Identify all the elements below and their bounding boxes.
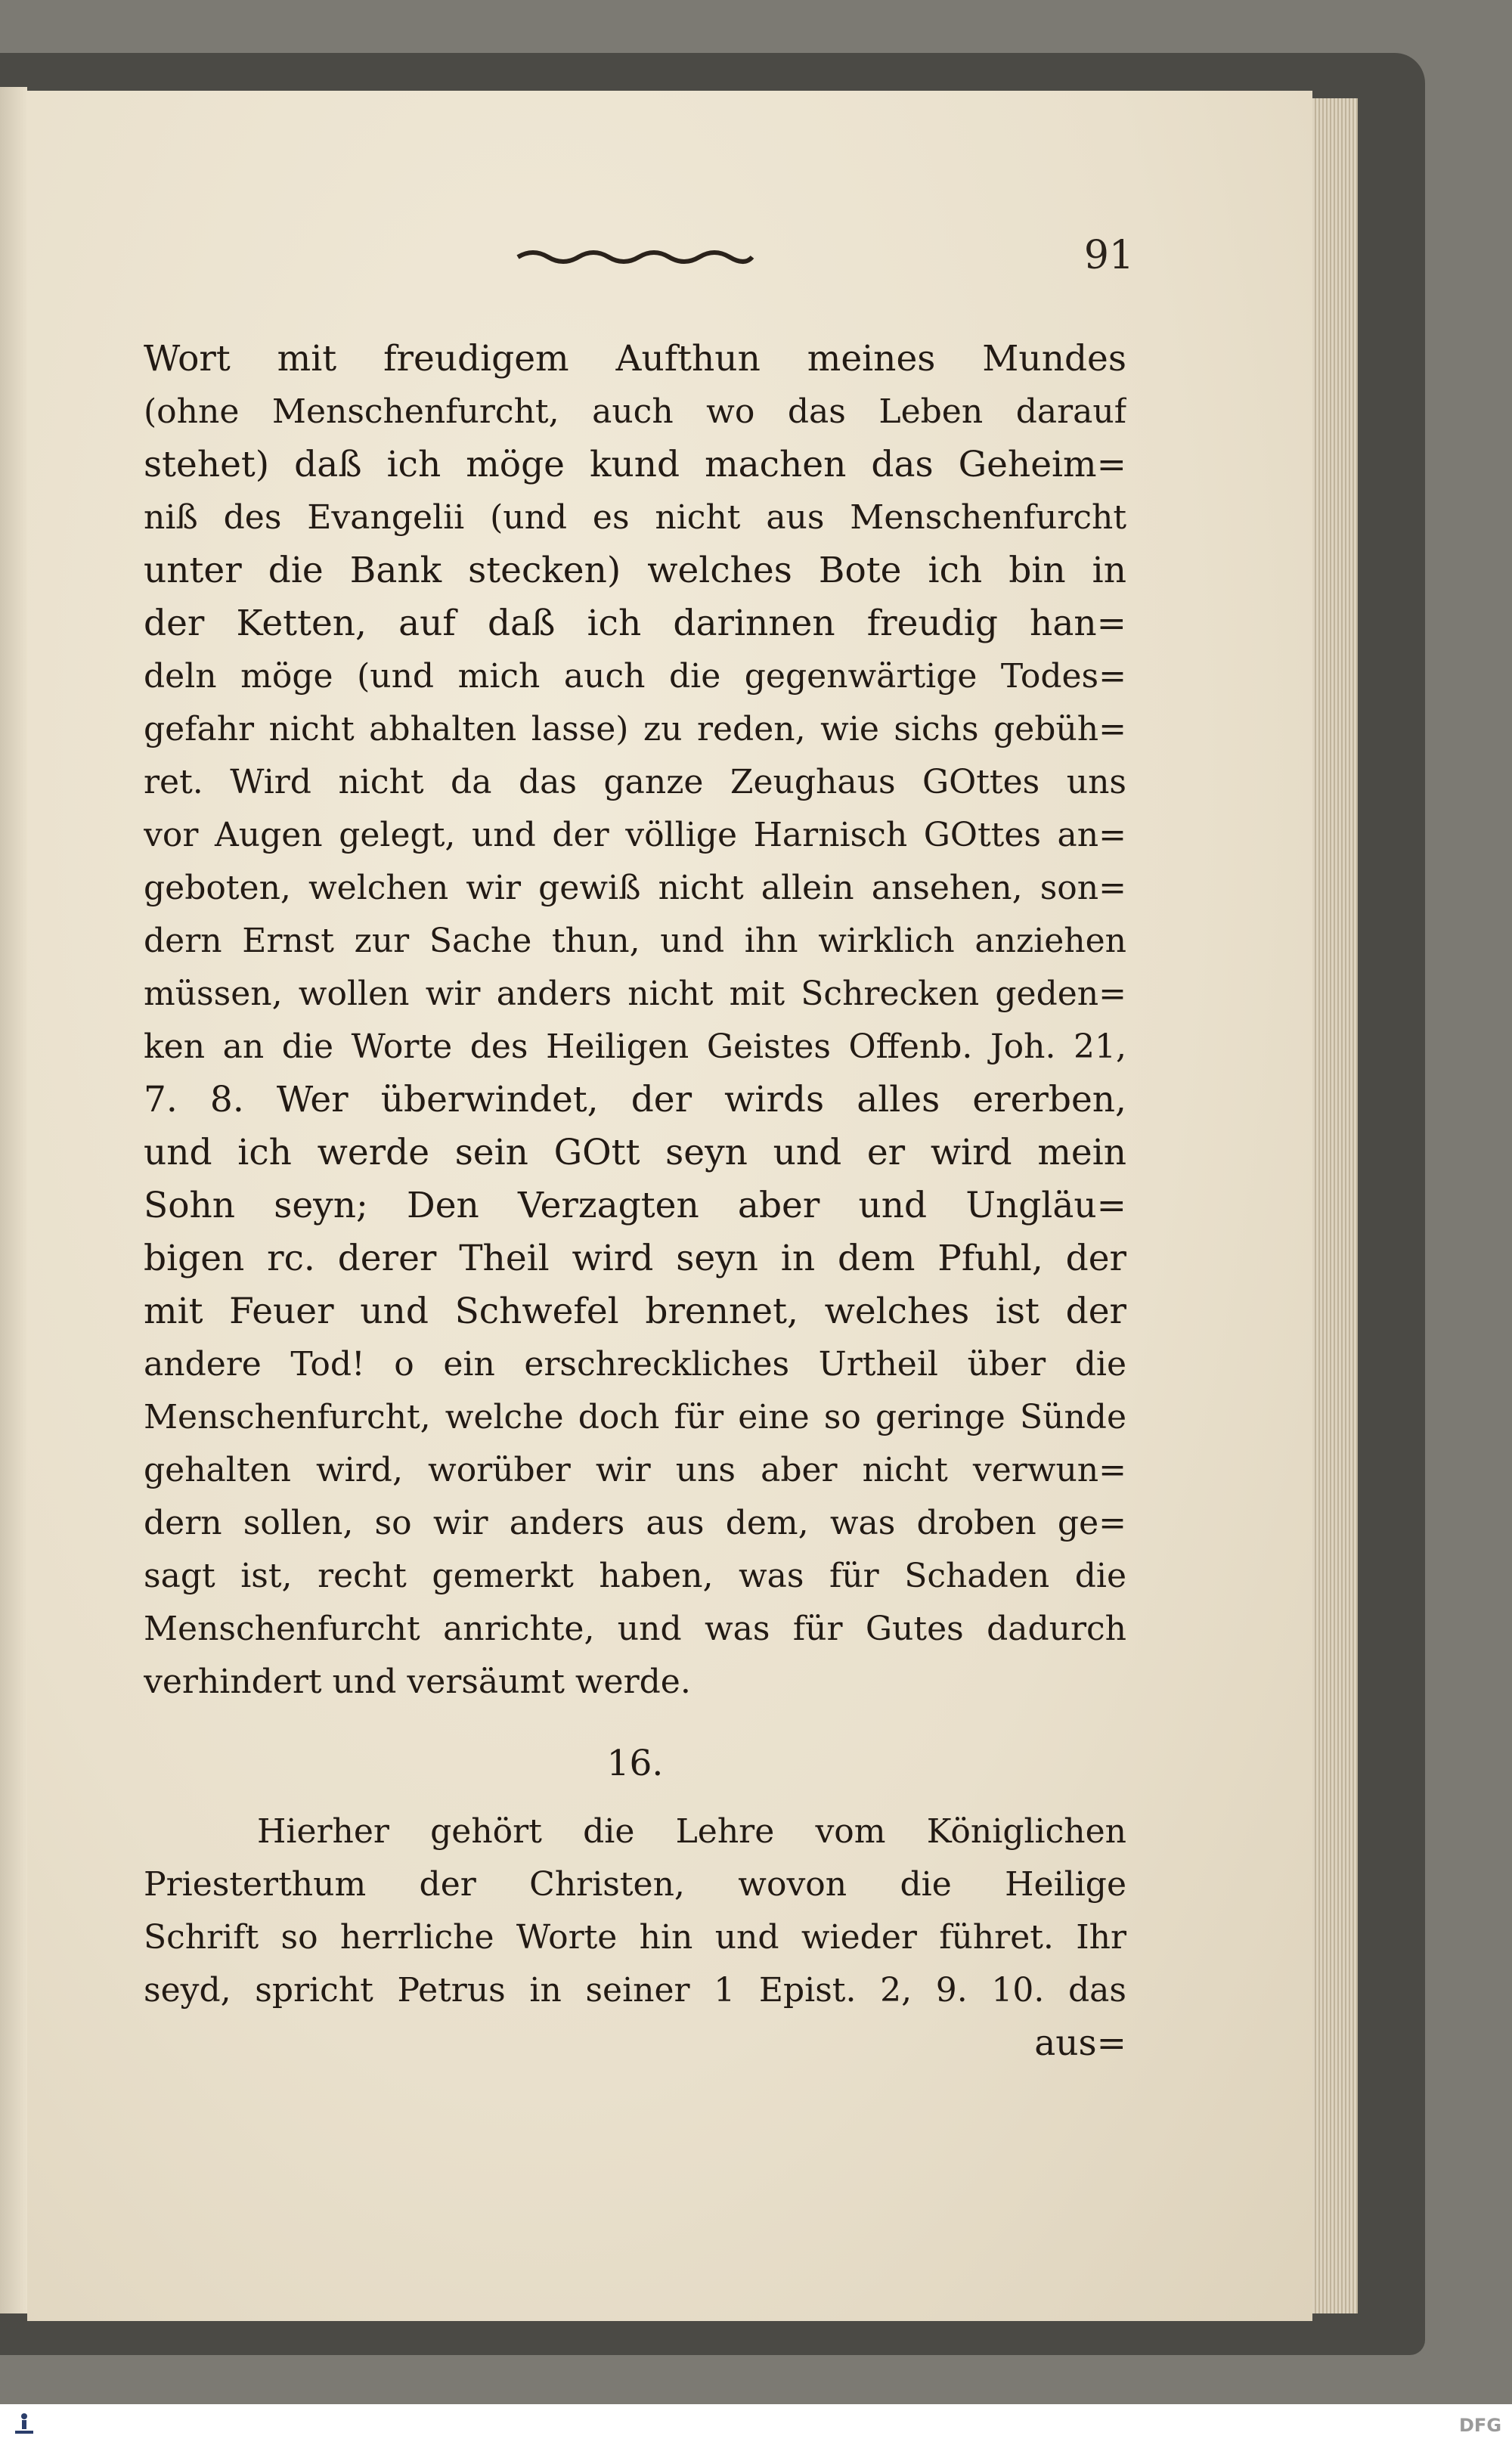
text-line: geboten, welchen wir gewiß nicht allein ansehen, son= <box>144 869 1126 907</box>
library-logo-icon <box>8 2410 41 2437</box>
text-line: gefahr nicht abhalten lasse) zu reden, wie sichs gebüh= <box>144 710 1126 748</box>
text-line: unter die Bank stecken) welches Bote ich bin in <box>144 550 1126 591</box>
dfg-logo: DFG <box>1459 2415 1502 2436</box>
page-stack-edges <box>1312 98 1358 2313</box>
text-line: 7. 8. Wer überwindet, der wirds alles ererben, <box>144 1079 1126 1120</box>
text-line: verhindert und versäumt werde. <box>144 1663 691 1701</box>
text-line: Schrift so herrliche Worte hin und wieder führet. Ihr <box>144 1918 1126 1957</box>
text-line: andere Tod! o ein erschreckliches Urtheil über die <box>144 1345 1126 1384</box>
text-line: seyd, spricht Petrus in seiner 1 Epist. 2, 9. 10. das <box>144 1971 1126 2010</box>
text-line: sagt ist, recht gemerkt haben, was für Schaden die <box>144 1557 1126 1595</box>
text-line: niß des Evangelii (und es nicht aus Menschenfurcht <box>144 498 1126 537</box>
text-line: gehalten wird, worüber wir uns aber nicht verwun= <box>144 1451 1126 1489</box>
text-line: mit Feuer und Schwefel brennet, welches ist der <box>144 1291 1126 1332</box>
text-line: und ich werde sein GOtt seyn und er wird mein <box>144 1132 1126 1173</box>
body-text <box>144 333 1126 2070</box>
text-line: vor Augen gelegt, und der völlige Harnisch GOttes an= <box>144 816 1126 854</box>
text-line: Menschenfurcht anrichte, und was für Gutes dadurch <box>144 1610 1126 1648</box>
text-line: Sohn seyn; Den Verzagten aber und Ungläu= <box>144 1185 1126 1226</box>
text-line: dern Ernst zur Sache thun, und ihn wirklich anziehen <box>144 922 1126 960</box>
viewer-footer <box>0 2404 1512 2442</box>
text-line: Menschenfurcht, welche doch für eine so geringe Sünde <box>144 1398 1126 1436</box>
catchword: aus= <box>1034 2022 1126 2064</box>
text-line: Priesterthum der Christen, wovon die Heilige <box>144 1865 1126 1904</box>
left-page-edge <box>0 87 27 2313</box>
text-line: bigen rc. derer Theil wird seyn in dem Pfuhl, der <box>144 1238 1126 1279</box>
text-line: ken an die Worte des Heiligen Geistes Offenb. Joh. 21, <box>144 1027 1126 1066</box>
section-number: 16. <box>606 1743 664 1784</box>
text-line: dern sollen, so wir anders aus dem, was droben ge= <box>144 1504 1126 1542</box>
text-line: (ohne Menschenfurcht, auch wo das Leben darauf <box>144 392 1126 431</box>
text-line: der Ketten, auf daß ich darinnen freudig han= <box>144 603 1126 644</box>
text-line: Wort mit freudigem Aufthun meines Mundes <box>144 338 1126 380</box>
text-line: Hierher gehört die Lehre vom Königlichen <box>257 1812 1126 1851</box>
text-line: deln möge (und mich auch die gegenwärtige Todes= <box>144 657 1126 696</box>
text-line: stehet) daß ich möge kund machen das Geheim= <box>144 444 1126 485</box>
text-line: ret. Wird nicht da das ganze Zeughaus GOttes uns <box>144 763 1126 801</box>
header-ornament <box>514 240 756 271</box>
text-line: müssen, wollen wir anders nicht mit Schrecken geden= <box>144 975 1126 1013</box>
page-number: 91 <box>1083 233 1134 278</box>
